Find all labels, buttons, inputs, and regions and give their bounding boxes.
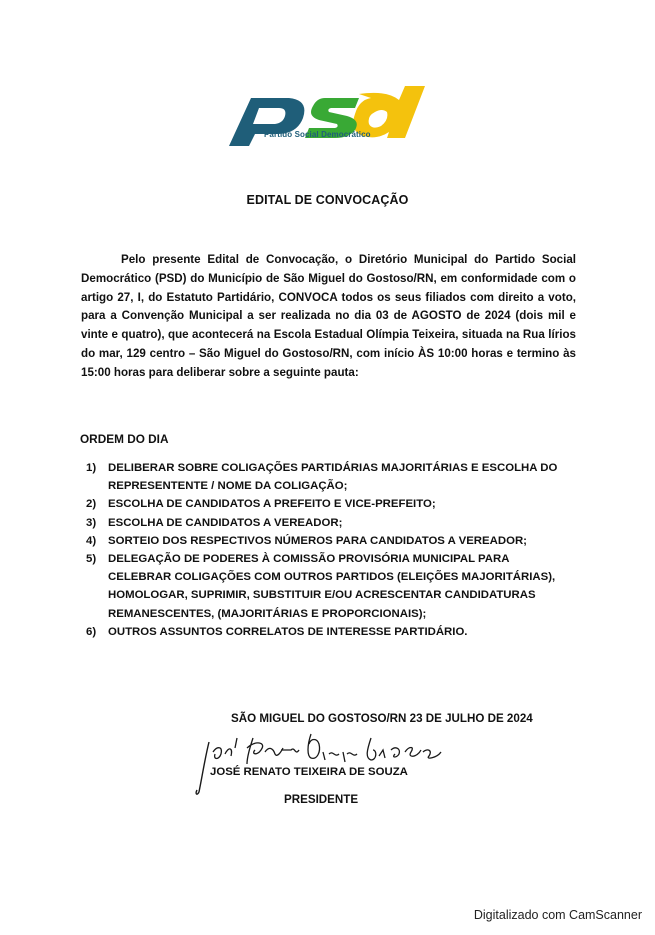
agenda-item [86,532,571,550]
agenda-list [86,459,571,641]
scanner-watermark: Digitalizado com CamScanner [473,908,642,922]
agenda-item-text: ESCOLHA DE CANDIDATOS A PREFEITO E VICE-PREFEITO; [108,498,436,511]
agenda-item-text: SORTEIO DOS RESPECTIVOS NÚMEROS PARA CANDIDATOS A VEREADOR; [108,534,527,547]
agenda-item-text: OUTROS ASSUNTOS CORRELATOS DE INTERESSE PARTIDÁRIO. [108,625,468,638]
agenda-item-number: 3) [86,516,97,529]
agenda-item-text: DELIBERAR SOBRE COLIGAÇÕES PARTIDÁRIAS MAJORITÁRIAS E ESCOLHA DO REPRESENTENTE / NOME DA COLIGAÇÃO; [108,462,558,493]
agenda-item-text: DELEGAÇÃO DE PODERES À COMISSÃO PROVISÓRIA MUNICIPAL PARA CELEBRAR COLIGAÇÕES COM OUTROS PARTIDOS (ELEIÇÕES MAJORITÁRIAS), HOMOLOGAR, SUPRIMIR, SUBSTITUIR E/OU ACRESCENTAR CANDIDATURAS REMANESCENTES, (MAJORITÁRIAS E PROPORCIONAIS); [108,553,556,620]
agenda-item [86,495,571,513]
date-line: SÃO MIGUEL DO GOSTOSO/RN 23 DE JULHO DE 2024 [231,712,533,725]
handwritten-signature [195,728,465,800]
agenda-item-number: 5) [86,553,97,566]
agenda-item [86,459,571,495]
agenda-item-number: 2) [86,498,97,511]
agenda-item [86,514,571,532]
agenda-item-number: 6) [86,625,97,638]
document-title: EDITAL DE CONVOCAÇÃO [246,193,409,207]
signer-name: JOSÉ RENATO TEIXEIRA DE SOUZA [210,766,408,778]
agenda-item-number: 1) [86,462,97,474]
signer-role: PRESIDENTE [284,793,359,806]
logo-subtitle: Partido Social Democrático [264,130,371,139]
agenda-item-number: 4) [86,534,97,547]
convocation-paragraph: Pelo presente Edital de Convocação, o Diretório Municipal do Partido Social Democrático (PSD) do Município de São Miguel do Gostoso/RN, em conformidade com o artigo 27, I, do Estatuto Partidário, CONVOCA todos os seus filiados com direito a voto, para a Convenção Municipal a ser realizada no dia 03 de AGOSTO de 2024 (dois mil e vinte e quatro), que acontecerá na Escola Estadual Olímpia Teixeira, situada na Rua lírios do mar, 129 centro – São Miguel do Gostoso/RN, com início ÀS 10:00 horas e termino às 15:00 horas para deliberar sobre a seguinte pauta: [81,253,576,379]
agenda-heading: ORDEM DO DIA [80,432,169,446]
agenda-item-text: ESCOLHA DE CANDIDATOS A VEREADOR; [108,516,343,529]
agenda-item [86,623,571,641]
agenda-item [86,550,571,623]
